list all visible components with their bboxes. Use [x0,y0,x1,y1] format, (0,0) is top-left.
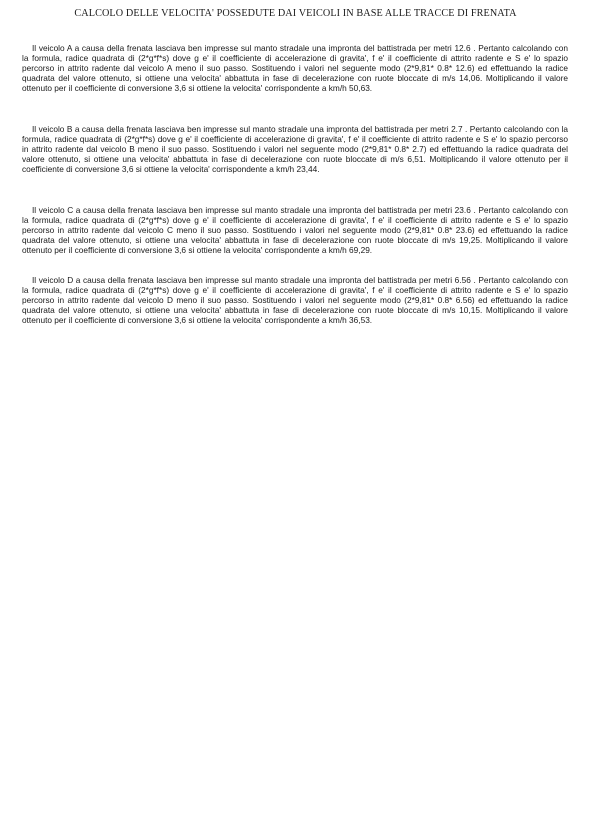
paragraph-vehicle-b: Il veicolo B a causa della frenata lasciava ben impresse sul manto stradale una impronta del battistrada per metri 2.7 . Pertanto calcolando con la formula, radice quadrata di (2*g*f*s) dove g e' il coefficiente di accelerazione di gravita', f e' il coefficiente di attrito radente e S e' lo spazio percorso in attrito radente dal veicolo B meno il suo passo. Sostituendo i valori nel seguente modo (2*9,81* 0.8* 2.7) ed effettuando la radice quadrata del valore ottenuto, si ottiene una velocita' abbattuta in fase di decelerazione con ruote bloccate di m/s 6,51. Moltiplicando il valore ottenuto per il coefficiente di conversione 3,6 si ottiene la velocita' corrispondente a km/h 23,44. [22,124,568,175]
document-title: CALCOLO DELLE VELOCITA' POSSEDUTE DAI VEICOLI IN BASE ALLE TRACCE DI FRENATA [74,8,517,19]
paragraph-vehicle-d: Il veicolo D a causa della frenata lasciava ben impresse sul manto stradale una impronta del battistrada per metri 6.56 . Pertanto calcolando con la formula, radice quadrata di (2*g*f*s) dove g e' il coefficiente di accelerazione di gravita', f e' il coefficiente di attrito radente e S e' lo spazio percorso in attrito radente dal veicolo D meno il suo passo. Sostituendo i valori nel seguente modo (2*9,81* 0.8* 6.56) ed effettuando la radice quadrata del valore ottenuto, si ottiene una velocita' abbattuta in fase di decelerazione con ruote bloccate di m/s 10,15. Moltiplicando il valore ottenuto per il coefficiente di conversione 3,6 si ottiene la velocita' corrispondente a km/h 36,53. [22,275,568,326]
paragraph-vehicle-a: Il veicolo A a causa della frenata lasciava ben impresse sul manto stradale una impronta del battistrada per metri 12.6 . Pertanto calcolando con la formula, radice quadrata di (2*g*f*s) dove g e' il coefficiente di accelerazione di gravita', f e' il coefficiente di attrito radente e S e' lo spazio percorso in attrito radente dal veicolo A meno il suo passo. Sostituendo i valori nel seguente modo (2*9,81* 0.8* 12.6) ed effettuando la radice quadrata del valore ottenuto, si ottiene una velocita' abbattuta in fase di decelerazione con ruote bloccate di m/s 14,06. Moltiplicando il valore ottenuto per il coefficiente di conversione 3,6 si ottiene la velocita' corrispondente a km/h 50,63. [22,43,568,94]
paragraph-vehicle-c: Il veicolo C a causa della frenata lasciava ben impresse sul manto stradale una impronta del battistrada per metri 23.6 . Pertanto calcolando con la formula, radice quadrata di (2*g*f*s) dove g e' il coefficiente di accelerazione di gravita', f e' il coefficiente di attrito radente e S e' lo spazio percorso in attrito radente dal veicolo C meno il suo passo. Sostituendo i valori nel seguente modo (2*9,81* 0.8* 23.6) ed effettuando la radice quadrata del valore ottenuto, si ottiene una velocita' abbattuta in fase di decelerazione con ruote bloccate di m/s 19,25. Moltiplicando il valore ottenuto per il coefficiente di conversione 3,6 si ottiene la velocita' corrispondente a km/h 69,29. [22,205,568,256]
